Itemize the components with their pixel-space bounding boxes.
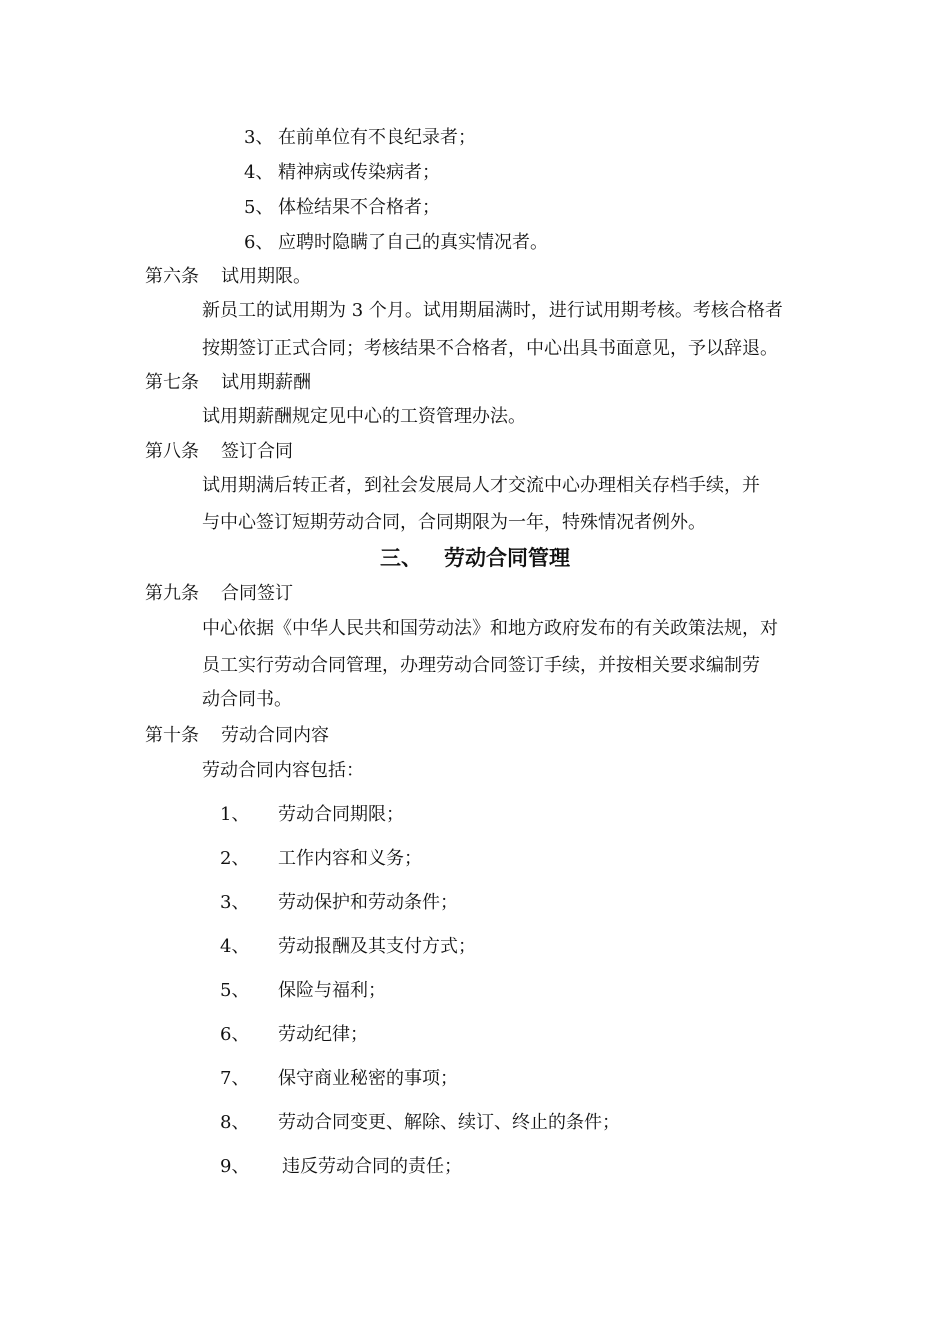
list-item: 5、 保险与福利； [220, 980, 386, 1001]
article-8-paragraph-line: 与中心签订短期劳动合同，合同期限为一年，特殊情况者例外。 [202, 512, 706, 533]
list-item: 6、 应聘时隐瞒了自己的真实情况者。 [244, 232, 548, 253]
article-6-paragraph-line: 按期签订正式合同；考核结果不合格者，中心出具书面意见，予以辞退。 [202, 338, 778, 359]
article-9-paragraph-line: 中心依据《中华人民共和国劳动法》和地方政府发布的有关政策法规，对 [202, 618, 778, 639]
list-item: 4、 劳动报酬及其支付方式； [220, 936, 476, 957]
list-item: 2、 工作内容和义务； [220, 848, 422, 869]
article-7-paragraph-line: 试用期薪酬规定见中心的工资管理办法。 [202, 406, 526, 427]
list-item: 3、 在前单位有不良纪录者； [244, 127, 476, 148]
list-item: 4、 精神病或传染病者； [244, 162, 440, 183]
list-item: 8、 劳动合同变更、解除、续订、终止的条件； [220, 1112, 620, 1133]
article-9-paragraph-line: 员工实行劳动合同管理，办理劳动合同签订手续，并按相关要求编制劳 [202, 655, 760, 676]
list-item: 1、 劳动合同期限； [220, 804, 404, 825]
article-6-paragraph-line: 新员工的试用期为 3 个月。试用期届满时，进行试用期考核。考核合格者 [202, 300, 783, 321]
list-item: 7、 保守商业秘密的事项； [220, 1068, 458, 1089]
article-8-paragraph-line: 试用期满后转正者，到社会发展局人才交流中心办理相关存档手续，并 [202, 475, 760, 496]
article-heading-7: 第七条 试用期薪酬 [145, 372, 311, 393]
article-heading-8: 第八条 签订合同 [145, 441, 293, 462]
article-heading-10: 第十条 劳动合同内容 [145, 725, 329, 746]
article-9-paragraph-line: 动合同书。 [202, 689, 292, 710]
list-item: 6、 劳动纪律； [220, 1024, 368, 1045]
article-heading-6: 第六条 试用期限。 [145, 266, 311, 287]
list-item: 3、 劳动保护和劳动条件； [220, 892, 458, 913]
article-10-intro: 劳动合同内容包括： [202, 760, 364, 781]
section-heading: 三、 劳动合同管理 [380, 546, 570, 570]
list-item: 9、 违反劳动合同的责任； [220, 1156, 462, 1177]
article-heading-9: 第九条 合同签订 [145, 583, 293, 604]
list-item: 5、 体检结果不合格者； [244, 197, 440, 218]
